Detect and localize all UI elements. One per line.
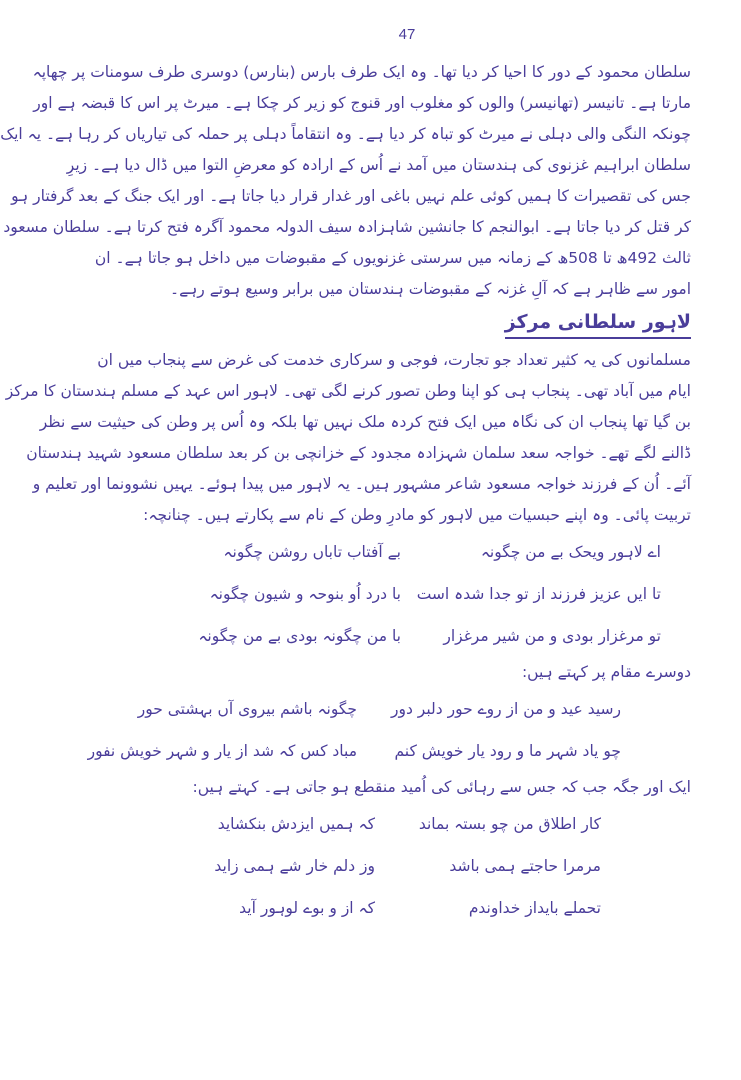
page-number: 47 [398,26,416,43]
hemistich: تو مرغزار بودی و من شیر مرغزار [443,627,661,645]
text-line: تربیت پائی۔ وہ اپنے حبسیات میں لاہور کو مادرِ وطن کے نام سے پکارتے ہیں۔ چنانچہ: [143,506,691,524]
couplet [123,887,691,929]
hemistich: کہ از و بوے لوہور آید [239,899,375,917]
text-line: بن گیا تھا پنجاب ان کی نگاہ میں ایک فتح کردہ ملک نہیں تھا بلکہ وہ اُس پر وطن کی حیثیت سے نظر [39,413,691,431]
hemistich: تا ایں عزیز فرزند از تو جدا شدہ است [416,585,661,603]
section-heading: لاہور سلطانی مرکز [505,307,691,339]
couplet [123,531,691,573]
hemistich: کار اطلاق من چو بستہ بماند [418,815,601,833]
text-line: جس کی تقصیرات کا ہمیں کوئی علم نہیں باغی اور غدار قرار دیا جاتا ہے۔ اور ایک جنگ کے بعد گرفتار ہو [11,187,691,205]
verse-intro: ایک اور جگہ جب کہ جس سے رہائی کی اُمید منقطع ہو جاتی ہے۔ کہتے ہیں: [192,778,691,796]
hemistich: تحملے بایداز خداوندم [468,899,601,917]
hemistich: مرمرا حاجتے ہمی باشد [449,857,601,875]
hemistich: اے لاہور ویحک بے من چگونہ [480,543,661,561]
verse-block-3 [123,803,691,929]
couplet [123,803,691,845]
text-line: ایام میں آباد تھی۔ پنجاب ہی کو اپنا وطن تصور کرنے لگی تھی۔ لاہور اس عہد کے مسلم ہندستان کا مرکز [5,382,691,400]
hemistich: چگونہ باشم بیروی آں بہشتی حور [137,700,357,718]
hemistich: رسید عید و من از روے حور دلبر دور [391,700,621,718]
hemistich: چو یاد شہر ما و رود یار خویش کنم [394,742,621,760]
text-line: کر قتل کر دیا جاتا ہے۔ ابوالنجم کا جانشین شاہزادہ سیف الدولہ محمود آگرہ فتح کرتا ہے۔ سلطان مسعود [3,218,691,236]
hemistich: بے آفتاب تاباں روشن چگونہ [223,543,401,561]
hemistich: وز دلم خار شے ہمی زاید [214,857,375,875]
hemistich: مباد کس کہ شد از یار و شہر خویش نفور [87,742,357,760]
couplet [87,730,691,772]
text-line: چونکہ النگی والی دہلی نے میرٹ کو تباہ کر دیا ہے۔ وہ انتقاماً دہلی پر حملہ کی تیاریاں کر رہا ہے۔ یہ ایک [0,125,691,143]
hemistich: با درد اُو بنوحہ و شیون چگونہ [209,585,401,603]
verse-intro: دوسرے مقام پر کہتے ہیں: [521,663,691,681]
verse-block-2 [87,688,691,772]
text-line: ثالث 492ھ تا 508ھ کے زمانہ میں سرستی غزنویوں کے مقبوضات میں داخل ہو جاتا ہے۔ ان [94,249,691,267]
text-line: مارتا ہے۔ تانیسر (تھانیسر) والوں کو مغلوب اور قنوج کو زیر کر چکا ہے۔ میرٹ پر اس کا قبضہ ہے اور [33,94,691,112]
text-line: امور سے ظاہر ہے کہ آلِ غزنہ کے مقبوضات ہندستان میں برابر وسیع ہوتے رہے۔ [170,280,691,298]
paragraph-sultan-mahmud [0,57,691,305]
couplet [123,573,691,615]
text-line: ڈالنے لگے تھے۔ خواجہ سعد سلمان شہزادہ مجدود کے خزانچی بن کر بعد سلطان مسعود شہید ہندستان [26,444,691,462]
couplet [123,845,691,887]
text-line: آئے۔ اُن کے فرزند خواجہ مسعود شاعر مشہور ہیں۔ یہ لاہور میں پیدا ہوئے۔ یہیں نشوونما اور تعلیم و [32,475,691,493]
text-line: سلطان محمود کے دور کا احیا کر دیا تھا۔ وہ ایک طرف بارس (بنارس) دوسری طرف سومنات پر چھاپہ [32,63,691,81]
section-heading-wrap [123,307,691,341]
paragraph-lahore [5,345,691,531]
hemistich: کہ ہمیں ایزدش بنکشاید [217,815,375,833]
couplet [123,688,691,730]
text-line: مسلمانوں کی یہ کثیر تعداد جو تجارت، فوجی و سرکاری خدمت کی غرض سے پنجاب میں ان [97,351,691,369]
couplet [123,615,691,657]
verse-block-1 [123,531,691,657]
hemistich: با من چگونہ بودی بے من چگونہ [198,627,401,645]
text-line: سلطان ابراہیم غزنوی کی ہندستان میں آمد نے اُس کے ارادہ کو معرضِ التوا میں ڈال دیا ہے۔ زیرِ [66,156,691,174]
